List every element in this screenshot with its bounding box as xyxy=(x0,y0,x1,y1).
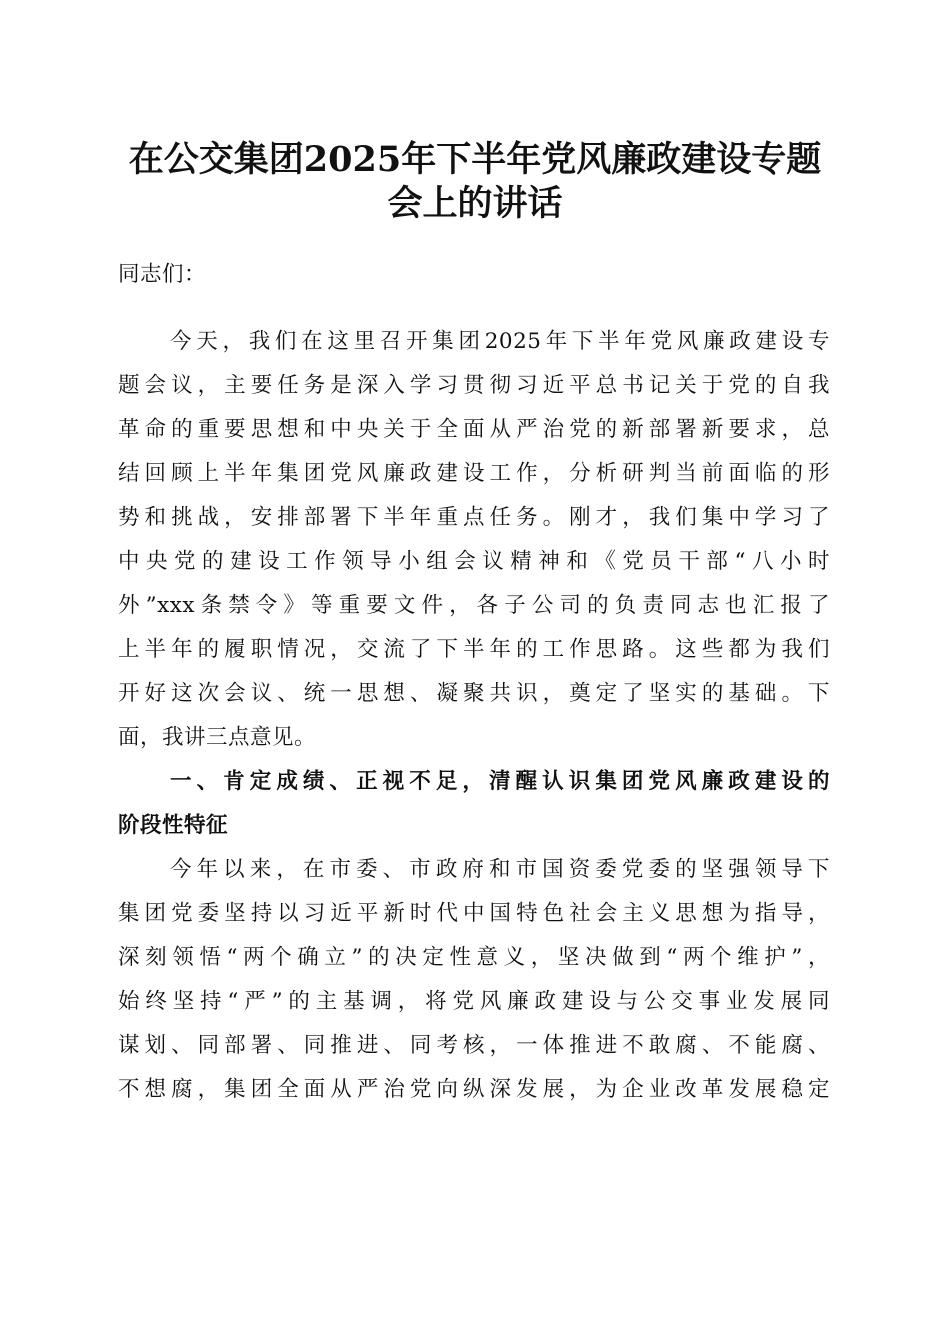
paragraph-2-line: 始终坚持“严”的主基调，将党风廉政建设与公交事业发展同 xyxy=(118,989,830,1014)
paragraph-1-line: 上半年的履职情况，交流了下半年的工作思路。这些都为我们 xyxy=(118,637,830,662)
paragraph-2-line: 谋划、同部署、同推进、同考核，一体推进不敢腐、不能腐、 xyxy=(118,1033,830,1058)
salutation: 同志们： xyxy=(118,262,207,287)
paragraph-1-line: 中央党的建设工作领导小组会议精神和《党员干部“八小时 xyxy=(118,549,830,574)
section-heading-1: 一、肯定成绩、正视不足，清醒认识集团党风廉政建设的 xyxy=(170,769,830,794)
paragraph-1-line: 面，我讲三点意见。 xyxy=(118,725,317,750)
paragraph-1-line: 今天，我们在这里召开集团2025年下半年党风廉政建设专 xyxy=(170,329,830,354)
paragraph-2-line: 今年以来，在市委、市政府和市国资委党委的坚强领导下 xyxy=(170,857,830,882)
paragraph-1-line: 势和挑战，安排部署下半年重点任务。刚才，我们集中学习了 xyxy=(118,505,830,530)
paragraph-1-line: 题会议，主要任务是深入学习贯彻习近平总书记关于党的自我 xyxy=(118,373,830,398)
paragraph-1-line: 开好这次会议、统一思想、凝聚共识，奠定了坚实的基础。下 xyxy=(118,681,830,706)
paragraph-2-line: 深刻领悟“两个确立”的决定性意义，坚决做到“两个维护”， xyxy=(118,945,830,970)
document-title-line-1: 在公交集团2025年下半年党风廉政建设专题 xyxy=(128,139,822,180)
paragraph-2-line: 不想腐，集团全面从严治党向纵深发展，为企业改革发展稳定 xyxy=(118,1077,830,1102)
section-heading-1: 阶段性特征 xyxy=(118,813,229,838)
paragraph-1-line: 革命的重要思想和中央关于全面从严治党的新部署新要求，总 xyxy=(118,417,830,442)
paragraph-1-line: 外”xxx条禁令》等重要文件，各子公司的负责同志也汇报了 xyxy=(118,593,830,618)
paragraph-2-line: 集团党委坚持以习近平新时代中国特色社会主义思想为指导， xyxy=(118,901,830,926)
paragraph-1-line: 结回顾上半年集团党风廉政建设工作，分析研判当前面临的形 xyxy=(118,461,830,486)
document-title-line-2: 会上的讲话 xyxy=(387,183,563,224)
